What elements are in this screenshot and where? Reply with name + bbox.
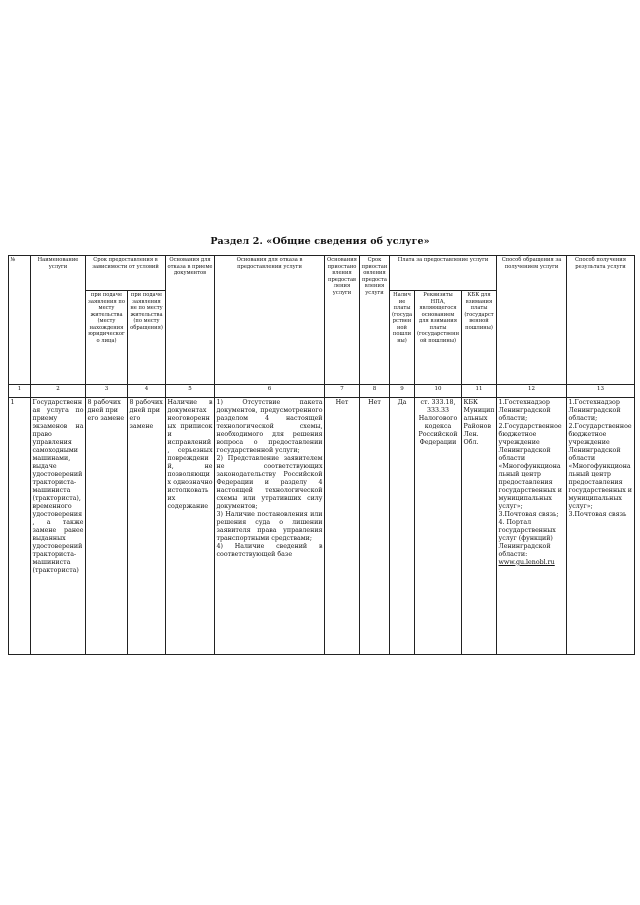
- portal-link[interactable]: www.gu.lenobl.ru: [498, 558, 555, 566]
- term-other-cell: 8 рабочих дней при его замене: [128, 398, 166, 655]
- header-term-residence: при подаче заявления по месту жительства (месту нахождения юридического лица): [86, 291, 128, 385]
- column-number: 4: [128, 385, 166, 398]
- column-number: 1: [9, 385, 31, 398]
- suspend-term-cell: Нет: [360, 398, 390, 655]
- column-number: 5: [166, 385, 215, 398]
- refuse-accept-cell: Наличие в документах неоговоренных приписок и исправлений, серьезных повреждений, не позволяющих однозначно истолковать их содержание: [166, 398, 215, 655]
- fee-kbk-cell: КБК Муниципальных Районов Лен. Обл.: [462, 398, 497, 655]
- column-number: 13: [567, 385, 635, 398]
- result-method-cell: 1.Гостехнадзор Ленинградской области; 2.Государственное бюджетное учреждение Ленинградской области «Многофункциональный центр предоставления государственных и муниципальных услуг»; 3.Почтовая связь: [567, 398, 635, 655]
- header-suspend-term: Срок приостановления предоставления услуги: [360, 256, 390, 385]
- column-number: 12: [497, 385, 567, 398]
- fee-npa-cell: ст. 333.18, 333.33 Налогового кодекса Российской Федерации: [415, 398, 462, 655]
- column-number: 8: [360, 385, 390, 398]
- header-service-name: Наименование услуги: [31, 256, 86, 385]
- column-number: 2: [31, 385, 86, 398]
- header-apply-method: Способ обращения за получением услуги: [497, 256, 567, 385]
- term-residence-cell: 8 рабочих дней при его замене: [86, 398, 128, 655]
- header-refuse-accept: Основания для отказа в приеме документов: [166, 256, 215, 385]
- header-fee-has: Наличие платы (государственной пошлины): [390, 291, 415, 385]
- column-number: 3: [86, 385, 128, 398]
- refuse-provide-cell: 1) Отсутствие пакета документов, предусмотренного разделом 4 настоящей технологической схемы, необходимого для решения вопроса о предоставлении государственной услуги; 2) Представление заявителем не соответствующих законодательству Российской Федерации и разделу 4 настоящей технологической схемы или утративших силу документов; 3) Наличие постановления или решения суда о лишении заявителя права управления транспортными средствами; 4) Наличие сведений в соответствующей базе: [215, 398, 325, 655]
- column-number: 6: [215, 385, 325, 398]
- table-row: [9, 398, 635, 655]
- section-title: Раздел 2. «Общие сведения об услуге»: [210, 236, 430, 247]
- fee-has-cell: Да: [390, 398, 415, 655]
- apply-method-cell: [497, 398, 567, 655]
- apply-method-text: 1.Гостехнадзор Ленинградской области; 2.Государственное бюджетное учреждение Ленинградской области «Многофункциональный центр предоставления государственных и муниципальных услуг»; 3.Почтовая связь; 4. Портал государственных услуг (функций) Ленинградской области:: [498, 399, 562, 558]
- header-no: №: [9, 256, 31, 385]
- column-number-row: [9, 385, 635, 398]
- service-info-table: [8, 255, 635, 655]
- service-name-cell: Государственная услуга по приему экзаменов на право управления самоходными машинами, выдаче удостоверений тракториста-машиниста (тракториста), временного удостоверения, а также замене ранее выданных удостоверений тракториста-машиниста (тракториста): [31, 398, 86, 655]
- header-fee-npa: Реквизиты НПА, являющегося основанием для взимания платы (государственной пошлины): [415, 291, 462, 385]
- column-number: 11: [462, 385, 497, 398]
- header-term: Срок предоставления в зависимости от условий: [86, 256, 166, 291]
- header-fee: Плата за предоставление услуги: [390, 256, 497, 291]
- column-number: 10: [415, 385, 462, 398]
- header-row: [9, 256, 635, 291]
- header-term-other: при подаче заявления не по месту жительства (по месту обращения): [128, 291, 166, 385]
- header-result-method: Способ получения результата услуги: [567, 256, 635, 385]
- column-number: 7: [325, 385, 360, 398]
- header-refuse-provide: Основания для отказа в предоставлении услуги: [215, 256, 325, 385]
- column-number: 9: [390, 385, 415, 398]
- header-suspend-grounds: Основания приостановления предоставления услуги: [325, 256, 360, 385]
- suspend-grounds-cell: Нет: [325, 398, 360, 655]
- row-number: 1: [9, 398, 31, 655]
- header-fee-kbk: КБК для взимания платы (государственной пошлины): [462, 291, 497, 385]
